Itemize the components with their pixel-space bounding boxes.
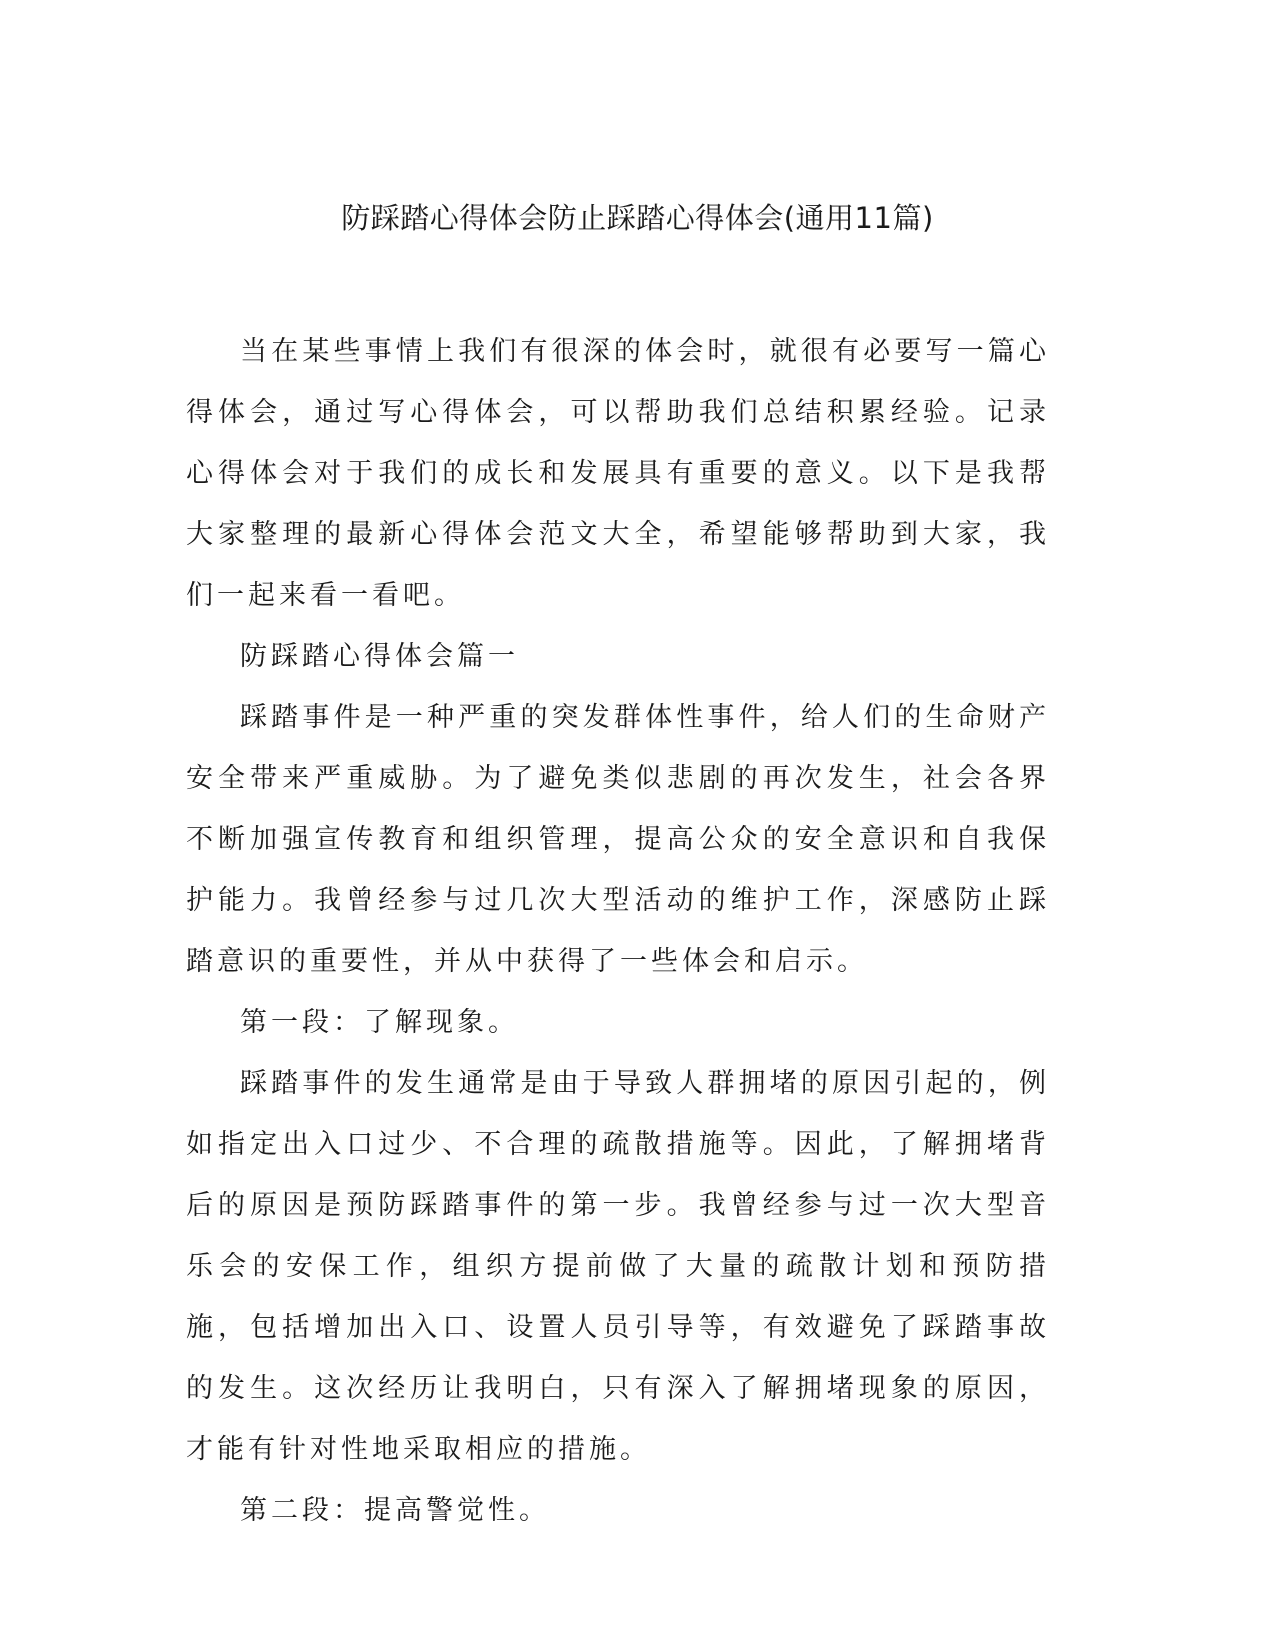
body-paragraph: 踩踏事件的发生通常是由于导致人群拥堵的原因引起的，例如指定出入口过少、不合理的疏散措施等。因此，了解拥堵背后的原因是预防踩踏事件的第一步。我曾经参与过一次大型音乐会的安保工作，组织方提前做了大量的疏散计划和预防措施，包括增加出入口、设置人员引导等，有效避免了踩踏事故的发生。这次经历让我明白，只有深入了解拥堵现象的原因，才能有针对性地采取相应的措施。 bbox=[186, 1068, 1050, 1465]
document-title: 防踩踏心得体会防止踩踏心得体会(通用11篇) bbox=[341, 201, 934, 235]
intro-paragraph: 当在某些事情上我们有很深的体会时，就很有必要写一篇心得体会，通过写心得体会，可以帮助我们总结积累经验。记录心得体会对于我们的成长和发展具有重要的意义。以下是我帮大家整理的最新心得体会范文大全，希望能够帮助到大家，我们一起来看一看吧。 bbox=[186, 336, 1050, 611]
section-heading-second: 第二段：提高警觉性。 bbox=[240, 1495, 550, 1526]
body-paragraph: 踩踏事件是一种严重的突发群体性事件，给人们的生命财产安全带来严重威胁。为了避免类似悲剧的再次发生，社会各界不断加强宣传教育和组织管理，提高公众的安全意识和自我保护能力。我曾经参与过几次大型活动的维护工作，深感防止踩踏意识的重要性，并从中获得了一些体会和启示。 bbox=[186, 702, 1050, 977]
section-heading-first: 第一段：了解现象。 bbox=[240, 1007, 519, 1038]
document-body bbox=[186, 321, 1050, 1541]
section-heading-part-one: 防踩踏心得体会篇一 bbox=[240, 641, 519, 672]
